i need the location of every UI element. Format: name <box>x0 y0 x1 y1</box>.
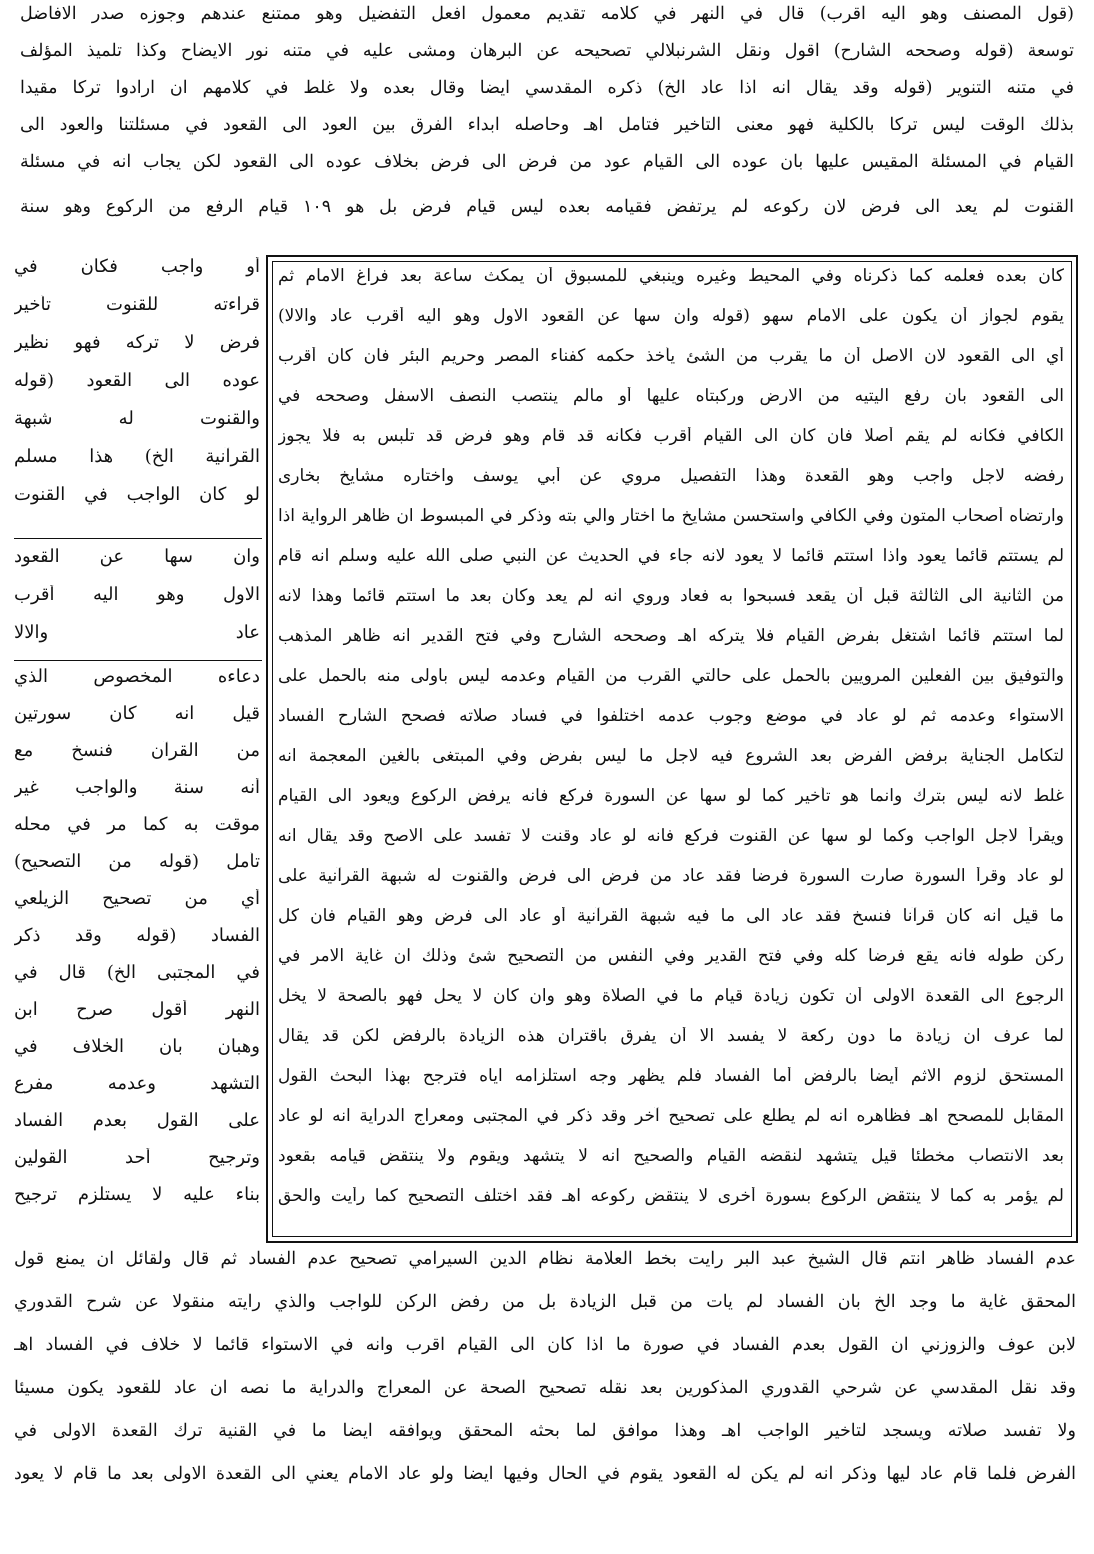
divider <box>14 538 262 539</box>
text-line: الى القعود بان رفع اليتيه من الارض وركبتاه عليها أو مالم ينتصب النصف الاسفل وصححه في <box>278 387 1064 406</box>
text-line: يقوم لجواز أن يكون على الامام سهو (قوله وان سها عن القعود الاول وهو اليه أقرب عاد والالا) <box>278 307 1064 326</box>
text-line: دعاءه المخصوص الذي <box>14 667 260 687</box>
text-line: عوده الى القعود (قوله <box>14 371 260 391</box>
text-line: وقد نقل المقدسي عن شرحي القدوري المذكورين بعد نقله تصحيح الصحة عن المعراج والدراية ما نصه ان عاد للقعود يكون مسيئا <box>14 1379 1076 1398</box>
text-line: ما قيل انه كان قرآنا فنسخ فقد عاد الى ما فيه شبهة القرآنية أو عاد الى فرض وهو القيام فان كل <box>278 907 1064 926</box>
text-line: أنه سنة والواجب غير <box>14 778 260 798</box>
text-line: لابن عوف والزوزني ان القول بعدم الفساد في صورة ما اذا كان الى القيام أقرب وأنه في الاستواء قائما لا خلاف في الفساد اهـ <box>14 1336 1076 1355</box>
text-line: المقابل للمصحح اهـ فظاهره انه لم يطلع على تصحيح آخر وقد ذكر في المجتبى ومعراج الدراية انه لو عاد <box>278 1107 1064 1126</box>
text-line: وترجيح أحد القولين <box>14 1148 260 1168</box>
text-line: في متنه التنوير (قوله وقد يقال انه اذا عاد الخ) ذكره المقدسي أيضا وقال بعده ولا غلط في كلامهم ان أرادوا تركا مقيدا <box>20 79 1074 98</box>
text-line: بعد الانتصاب مخطئا قيل يتشهد لنقضه القيام والصحيح انه لا يتشهد ويقوم ولا ينتقض قيامه بقعود <box>278 1147 1064 1166</box>
text-line: لم يستتم قائما يعود واذا استتم قائما لا يعود لانه جاء في الحديث عن النبي صلى الله عليه وسلم انه قام <box>278 547 1064 566</box>
text-line: عدم الفساد ظاهر انتم قال الشيخ عبد البر رأيت بخط العلامة نظام الدين السيرامي تصحيح عدم الفساد ثم قال ولقائل أن يمنع قول <box>14 1250 1076 1269</box>
text-line: وان سها عن القعود <box>14 547 260 567</box>
text-line: الرجوع الى القعدة الاولى أن تكون زيادة قيام ما في الصلاة وهو وان كان لا يحل فهو بالصحة لا يخل <box>278 987 1064 1006</box>
text-line: القنوت لم يعد الى فرض لان ركوعه لم يرتفض فقيامه بعده ليس قيام فرض بل هو ١٠٩ قيام الرفع من الركوع وهو سنة <box>20 198 1074 217</box>
text-line: القيام في المسئلة المقيس عليها بان عوده الى القيام عود من فرض الى فرض بخلاف عوده الى القعود لكن يجاب أنه في مسئلة <box>20 153 1074 172</box>
text-line: لم يؤمر به كما لا ينتقض الركوع بسورة أخرى لا ينتقض ركوعه اهـ فقد اختلف التصحيح كما رأيت والحق <box>278 1187 1064 1206</box>
text-line: توسعة (قوله وصححه الشارح) أقول ونقل الشرنبلالي تصحيحه عن البرهان ومشى عليه في متنه نور الايضاح وكذا تلميذ المؤلف <box>20 42 1074 61</box>
text-line: من الثانية الى الثالثة قبل أن يقعد فسبحوا به فعاد وروي انه لم يعد وكان بعد ما استتم قائما وهذا لانه <box>278 587 1064 606</box>
text-line: التشهد وعدمه مفرع <box>14 1074 260 1094</box>
text-line: الاول وهو اليه أقرب <box>14 585 260 605</box>
text-line: ركن طوله فانه يقع فرضا كله وفي فتح القدير وفي النفس من التصحيح شئ وذلك ان غاية الامر في <box>278 947 1064 966</box>
text-line: والتوفيق بين الفعلين المرويين بالحمل على حالتي القرب من القيام وعدمه ليس باولى منه بالحمل على <box>278 667 1064 686</box>
text-line: فرض لا تركه فهو نظير <box>14 333 260 353</box>
text-line: المحقق غاية ما وجد الخ بان الفساد لم يأت من قبل الزيادة بل من رفض الركن للواجب والذي رأيته منقولا عن شرح القدوري <box>14 1293 1076 1312</box>
text-line: بناء عليه لا يستلزم ترجيح <box>14 1185 260 1205</box>
text-line: غلط لانه ليس بترك وانما هو تأخير كما لو سها عن السورة فركع فانه يرفض الركوع ويعود الى القيام <box>278 787 1064 806</box>
text-line: من القرآن فنسخ مع <box>14 741 260 761</box>
text-line: وارتضاه أصحاب المتون وفي الكافي واستحسن مشايخ ما اختار والي بته وذكر في المبسوط ان ظاهر الرواية اذا <box>278 507 1064 526</box>
text-line: لما عرف ان زيادة ما دون ركعة لا يفسد الا أن يفرق باقتران هذه الزيادة بالرفض لكن قد يقال <box>278 1027 1064 1046</box>
text-line: النهر أقول صرح ابن <box>14 1000 260 1020</box>
text-line: أي الى القعود لان الاصل أن ما يقرب من الشئ يأخذ حكمه كفناء المصر وحريم البئر فان كان أقرب <box>278 347 1064 366</box>
text-line: تأمل (قوله من التصحيح) <box>14 852 260 872</box>
text-line: في المجتبى الخ) قال في <box>14 963 260 983</box>
divider <box>14 660 262 661</box>
text-line: أي من تصحيح الزيلعي <box>14 889 260 909</box>
text-line: كان بعده فعلمه كما ذكرناه وفي المحيط وغيره وينبغي للمسبوق أن يمكث ساعة بعد فراغ الامام ثم <box>278 267 1064 286</box>
text-line: رفضه لاجل واجب وهو القعدة وهذا التفصيل مروي عن أبي يوسف واختاره مشايخ بخارى <box>278 467 1064 486</box>
text-line: وهبان بان الخلاف في <box>14 1037 260 1057</box>
text-line: الفساد (قوله وقد ذكر <box>14 926 260 946</box>
text-line: الاستواء وعدمه ثم لو عاد في موضع وجوب عدمه اختلفوا في فساد صلاته فصحح الشارح الفساد <box>278 707 1064 726</box>
text-line: قيل انه كان سورتين <box>14 704 260 724</box>
text-line: بذلك الوقت ليس تركا بالكلية فهو معنى التأخير فتأمل اهـ وحاصله ابداء الفرق بين العود الى القعود في مسئلتنا والعود الى <box>20 116 1074 135</box>
text-line: لو كان الواجب في القنوت <box>14 485 260 505</box>
text-line: ولا تفسد صلاته ويسجد لتأخير الواجب اهـ وهذا موافق لما بحثه المحقق ويوافقه أيضا ما في القنية ترك القعدة الاولى في <box>14 1422 1076 1441</box>
text-line: قراءته للقنوت تأخير <box>14 295 260 315</box>
text-line: المستحق لزوم الاثم أيضا بالرفض أما الفساد فلم يظهر وجه استلزامه اياه فترجح بهذا البحث القول <box>278 1067 1064 1086</box>
text-line: على القول بعدم الفساد <box>14 1111 260 1131</box>
text-line: الكافي فكانه لم يقم أصلا فان كان الى القيام أقرب فكانه قد قام وهو فرض قد تلبس به فلا يجوز <box>278 427 1064 446</box>
text-line: لما استتم قائما اشتغل بفرض القيام فلا يتركه اهـ وصححه الشارح وفي فتح القدير انه ظاهر المذهب <box>278 627 1064 646</box>
text-line: أو واجب فكان في <box>14 257 260 277</box>
text-line: موقت به كما مر في محله <box>14 815 260 835</box>
text-line: (قول المصنف وهو اليه أقرب) قال في النهر في كلامه تقديم معمول أفعل التفضيل وهو ممتنع عندهم وجوزه صدر الافاضل <box>20 5 1074 24</box>
text-line: عاد والالا <box>14 623 260 643</box>
text-line: القرآنية الخ) هذا مسلم <box>14 447 260 467</box>
text-line: ويقرأ لاجل الواجب وكما لو سها عن القنوت فركع فانه لو عاد وقنت لا تفسد على الاصح وقد يقال انه <box>278 827 1064 846</box>
text-line: الفرض فلما قام عاد ليها وذكر انه لم يكن له القعود يقوم في الحال وفيها أيضا ولو عاد الامام يعني الى القعدة الاولى بعد ما قام لا يعود <box>14 1465 1076 1484</box>
text-line: لتكامل الجناية برفض الفرض بعد الشروع فيه لاجل ما ليس بفرض وفي المبتغى بالغين المعجمة انه <box>278 747 1064 766</box>
main-text <box>266 255 1078 1243</box>
text-line: لو عاد وقرأ السورة صارت السورة فرضا فقد عاد من فرض الى فرض والقنوت له شبهة القرآنية على <box>278 867 1064 886</box>
text-line: والقنوت له شبهة <box>14 409 260 429</box>
